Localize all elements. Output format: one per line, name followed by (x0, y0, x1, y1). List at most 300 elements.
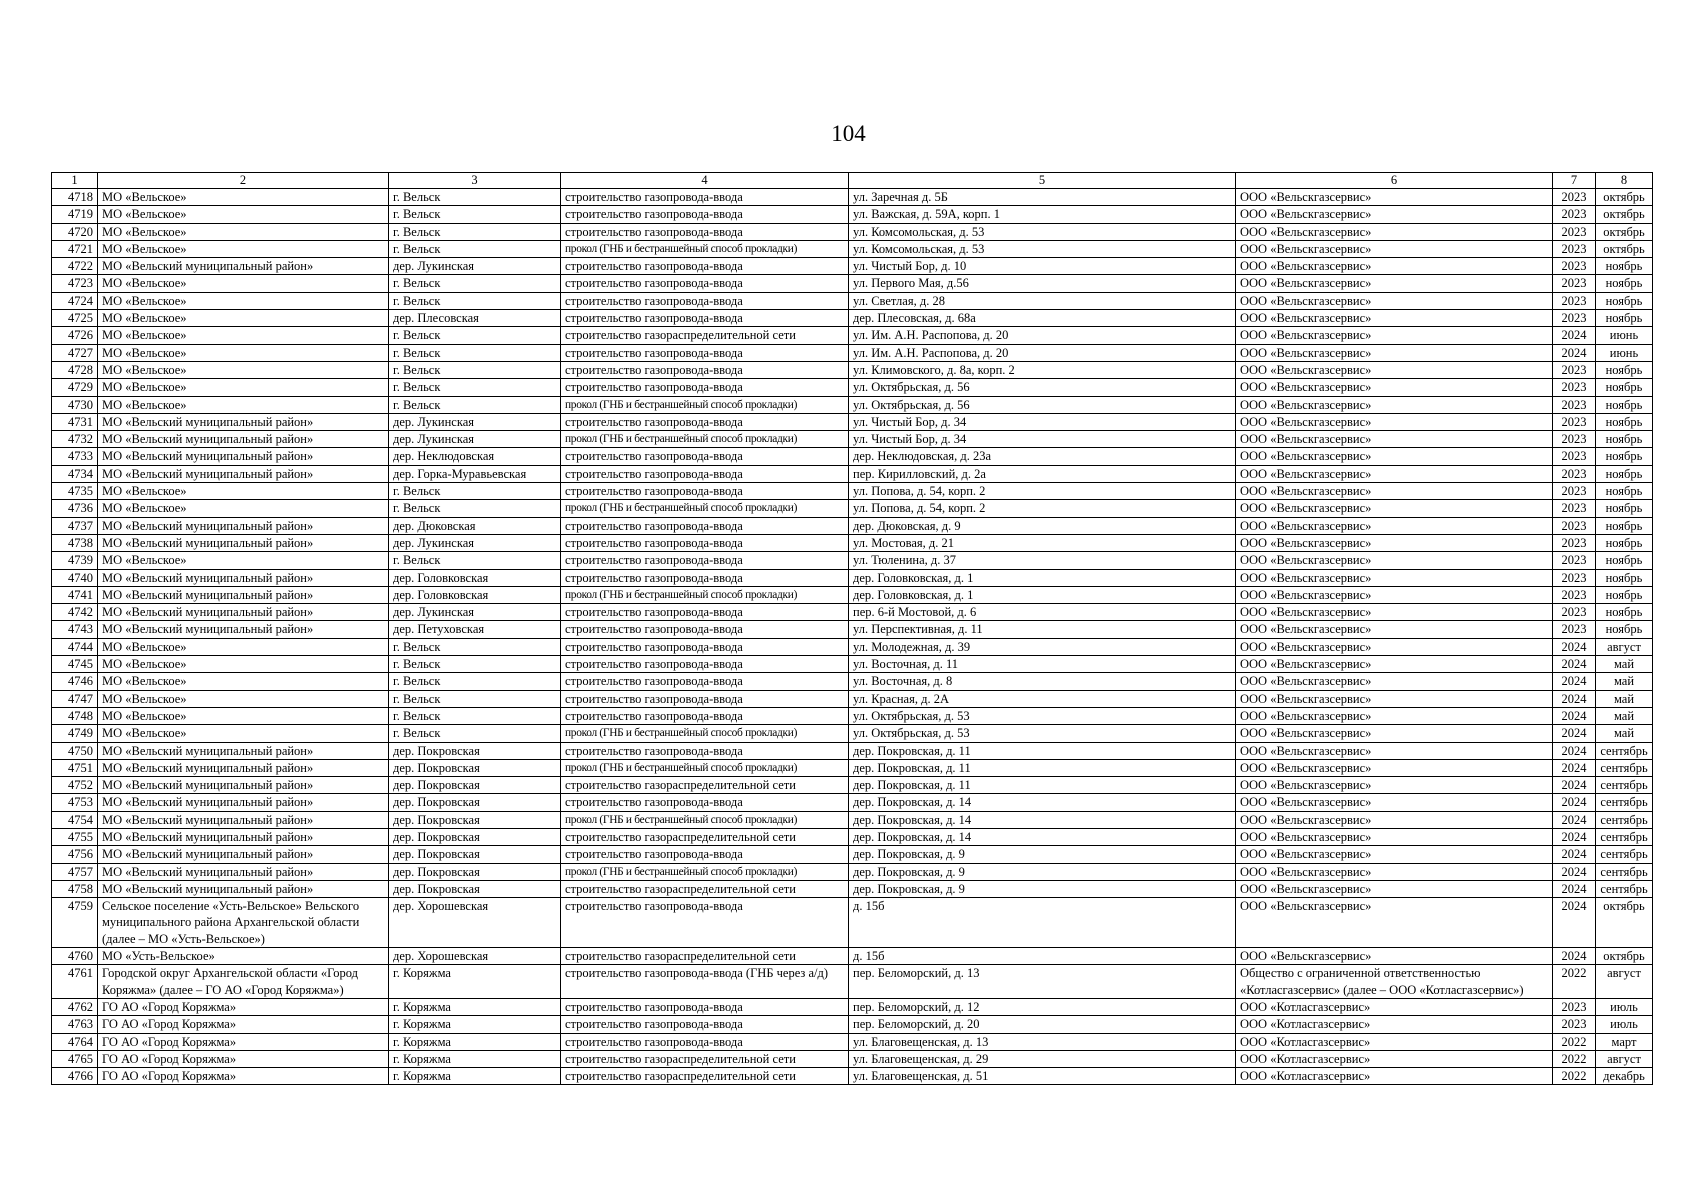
cell-address: дер. Покровская, д. 14 (849, 811, 1236, 828)
cell-year: 2024 (1553, 742, 1596, 759)
cell-row-number: 4760 (52, 948, 98, 965)
table-row (52, 998, 1653, 1015)
cell-year: 2024 (1553, 707, 1596, 724)
cell-row-number: 4732 (52, 431, 98, 448)
cell-row-number: 4729 (52, 379, 98, 396)
cell-settlement: дер. Лукинская (389, 431, 561, 448)
cell-settlement: дер. Головковская (389, 586, 561, 603)
cell-municipality: МО «Вельское» (98, 206, 389, 223)
cell-contractor: ООО «Вельскгазсервис» (1236, 206, 1553, 223)
cell-row-number: 4744 (52, 638, 98, 655)
cell-work-type: строительство газопровода-ввода (561, 621, 849, 638)
cell-month: сентябрь (1596, 828, 1653, 845)
cell-year: 2023 (1553, 483, 1596, 500)
cell-settlement: дер. Плесовская (389, 310, 561, 327)
cell-row-number: 4766 (52, 1068, 98, 1085)
cell-row-number: 4759 (52, 898, 98, 948)
cell-work-type: строительство газопровода-ввода (561, 998, 849, 1015)
cell-work-type: строительство газопровода-ввода (561, 223, 849, 240)
cell-month: июль (1596, 1016, 1653, 1033)
cell-work-type: строительство газопровода-ввода (561, 534, 849, 551)
cell-work-type: строительство газораспределительной сети (561, 828, 849, 845)
cell-municipality: МО «Вельское» (98, 379, 389, 396)
cell-year: 2023 (1553, 258, 1596, 275)
cell-year: 2024 (1553, 828, 1596, 845)
cell-municipality: МО «Вельское» (98, 275, 389, 292)
cell-address: ул. Красная, д. 2А (849, 690, 1236, 707)
cell-row-number: 4730 (52, 396, 98, 413)
table-row (52, 534, 1653, 551)
cell-work-type: прокол (ГНБ и бестраншейный способ прокладки) (561, 396, 849, 413)
table-row (52, 448, 1653, 465)
cell-work-type: строительство газопровода-ввода (561, 742, 849, 759)
cell-row-number: 4727 (52, 344, 98, 361)
cell-row-number: 4752 (52, 777, 98, 794)
cell-month: май (1596, 673, 1653, 690)
cell-municipality: МО «Вельский муниципальный район» (98, 465, 389, 482)
cell-month: ноябрь (1596, 517, 1653, 534)
cell-municipality: МО «Вельское» (98, 327, 389, 344)
cell-month: ноябрь (1596, 465, 1653, 482)
cell-municipality: МО «Вельский муниципальный район» (98, 742, 389, 759)
table-row (52, 1016, 1653, 1033)
cell-address: ул. Комсомольская, д. 53 (849, 240, 1236, 257)
header-cell: 5 (849, 173, 1236, 189)
cell-municipality: МО «Вельское» (98, 707, 389, 724)
cell-settlement: дер. Покровская (389, 777, 561, 794)
cell-address: ул. Октябрьская, д. 56 (849, 379, 1236, 396)
cell-contractor: ООО «Вельскгазсервис» (1236, 310, 1553, 327)
table-row (52, 948, 1653, 965)
cell-address: ул. Важская, д. 59А, корп. 1 (849, 206, 1236, 223)
cell-address: дер. Покровская, д. 11 (849, 759, 1236, 776)
cell-row-number: 4747 (52, 690, 98, 707)
cell-contractor: ООО «Вельскгазсервис» (1236, 621, 1553, 638)
cell-address: ул. Первого Мая, д.56 (849, 275, 1236, 292)
cell-row-number: 4734 (52, 465, 98, 482)
cell-settlement: г. Вельск (389, 552, 561, 569)
table-row (52, 240, 1653, 257)
table-row (52, 794, 1653, 811)
cell-year: 2023 (1553, 310, 1596, 327)
cell-month: декабрь (1596, 1068, 1653, 1085)
cell-row-number: 4761 (52, 965, 98, 999)
cell-settlement: г. Вельск (389, 189, 561, 206)
table-row (52, 517, 1653, 534)
cell-contractor: ООО «Вельскгазсервис» (1236, 465, 1553, 482)
cell-year: 2024 (1553, 794, 1596, 811)
table-row (52, 1068, 1653, 1085)
cell-address: ул. Чистый Бор, д. 10 (849, 258, 1236, 275)
cell-settlement: дер. Хорошевская (389, 898, 561, 948)
cell-address: пер. Беломорский, д. 13 (849, 965, 1236, 999)
cell-work-type: строительство газопровода-ввода (561, 310, 849, 327)
cell-month: ноябрь (1596, 431, 1653, 448)
cell-year: 2023 (1553, 223, 1596, 240)
cell-year: 2023 (1553, 604, 1596, 621)
cell-row-number: 4733 (52, 448, 98, 465)
cell-contractor: ООО «Котласгазсервис» (1236, 1068, 1553, 1085)
cell-municipality: МО «Вельский муниципальный район» (98, 431, 389, 448)
cell-month: ноябрь (1596, 275, 1653, 292)
cell-row-number: 4750 (52, 742, 98, 759)
cell-month: сентябрь (1596, 794, 1653, 811)
cell-municipality: МО «Вельское» (98, 638, 389, 655)
cell-work-type: строительство газопровода-ввода (561, 292, 849, 309)
cell-month: июнь (1596, 344, 1653, 361)
cell-month: ноябрь (1596, 396, 1653, 413)
cell-contractor: ООО «Вельскгазсервис» (1236, 673, 1553, 690)
cell-month: ноябрь (1596, 534, 1653, 551)
cell-municipality: МО «Вельский муниципальный район» (98, 448, 389, 465)
cell-month: ноябрь (1596, 258, 1653, 275)
cell-contractor: ООО «Вельскгазсервис» (1236, 898, 1553, 948)
cell-settlement: дер. Покровская (389, 880, 561, 897)
cell-year: 2023 (1553, 500, 1596, 517)
table-row (52, 828, 1653, 845)
cell-address: дер. Покровская, д. 11 (849, 777, 1236, 794)
cell-settlement: г. Вельск (389, 379, 561, 396)
header-cell: 1 (52, 173, 98, 189)
table-row (52, 258, 1653, 275)
cell-month: ноябрь (1596, 361, 1653, 378)
cell-address: дер. Покровская, д. 9 (849, 863, 1236, 880)
cell-row-number: 4753 (52, 794, 98, 811)
cell-municipality: МО «Вельское» (98, 189, 389, 206)
cell-settlement: г. Вельск (389, 500, 561, 517)
cell-address: дер. Головковская, д. 1 (849, 569, 1236, 586)
cell-month: сентябрь (1596, 811, 1653, 828)
cell-work-type: строительство газопровода-ввода (561, 206, 849, 223)
cell-address: ул. Климовского, д. 8а, корп. 2 (849, 361, 1236, 378)
cell-contractor: Общество с ограниченной ответственностью «Котласгазсервис» (далее – ООО «Котласгазсервис») (1236, 965, 1553, 999)
cell-municipality: МО «Вельский муниципальный район» (98, 604, 389, 621)
cell-year: 2023 (1553, 240, 1596, 257)
table-row (52, 742, 1653, 759)
table-row (52, 310, 1653, 327)
cell-address: ул. Чистый Бор, д. 34 (849, 413, 1236, 430)
cell-year: 2023 (1553, 396, 1596, 413)
cell-work-type: строительство газопровода-ввода (561, 189, 849, 206)
cell-month: октябрь (1596, 898, 1653, 948)
cell-row-number: 4722 (52, 258, 98, 275)
cell-address: пер. Беломорский, д. 20 (849, 1016, 1236, 1033)
table-row (52, 863, 1653, 880)
cell-settlement: дер. Лукинская (389, 534, 561, 551)
table-row (52, 275, 1653, 292)
cell-address: ул. Молодежная, д. 39 (849, 638, 1236, 655)
cell-contractor: ООО «Вельскгазсервис» (1236, 707, 1553, 724)
cell-municipality: МО «Вельское» (98, 690, 389, 707)
cell-work-type: строительство газопровода-ввода (561, 483, 849, 500)
cell-contractor: ООО «Вельскгазсервис» (1236, 656, 1553, 673)
cell-year: 2022 (1553, 1068, 1596, 1085)
cell-work-type: строительство газопровода-ввода (561, 1033, 849, 1050)
cell-row-number: 4723 (52, 275, 98, 292)
cell-row-number: 4751 (52, 759, 98, 776)
cell-row-number: 4748 (52, 707, 98, 724)
cell-work-type: строительство газопровода-ввода (561, 604, 849, 621)
cell-settlement: дер. Покровская (389, 863, 561, 880)
cell-address: дер. Покровская, д. 11 (849, 742, 1236, 759)
cell-month: сентябрь (1596, 759, 1653, 776)
cell-year: 2023 (1553, 517, 1596, 534)
cell-work-type: строительство газопровода-ввода (561, 275, 849, 292)
cell-month: август (1596, 965, 1653, 999)
cell-month: октябрь (1596, 948, 1653, 965)
cell-row-number: 4728 (52, 361, 98, 378)
cell-settlement: г. Коряжма (389, 1016, 561, 1033)
cell-row-number: 4743 (52, 621, 98, 638)
cell-month: ноябрь (1596, 413, 1653, 430)
cell-settlement: г. Коряжма (389, 998, 561, 1015)
cell-contractor: ООО «Котласгазсервис» (1236, 1050, 1553, 1067)
cell-row-number: 4738 (52, 534, 98, 551)
cell-contractor: ООО «Вельскгазсервис» (1236, 275, 1553, 292)
cell-work-type: строительство газопровода-ввода (561, 361, 849, 378)
cell-month: август (1596, 638, 1653, 655)
table-row (52, 811, 1653, 828)
cell-year: 2022 (1553, 1033, 1596, 1050)
cell-contractor: ООО «Вельскгазсервис» (1236, 552, 1553, 569)
cell-work-type: строительство газораспределительной сети (561, 1068, 849, 1085)
cell-contractor: ООО «Вельскгазсервис» (1236, 948, 1553, 965)
cell-month: октябрь (1596, 240, 1653, 257)
table-row (52, 431, 1653, 448)
cell-settlement: г. Вельск (389, 483, 561, 500)
cell-contractor: ООО «Котласгазсервис» (1236, 998, 1553, 1015)
cell-month: сентябрь (1596, 880, 1653, 897)
cell-address: дер. Дюковская, д. 9 (849, 517, 1236, 534)
cell-year: 2023 (1553, 448, 1596, 465)
table-row (52, 604, 1653, 621)
cell-row-number: 4756 (52, 846, 98, 863)
cell-address: пер. Беломорский, д. 12 (849, 998, 1236, 1015)
cell-contractor: ООО «Вельскгазсервис» (1236, 638, 1553, 655)
table-row (52, 777, 1653, 794)
cell-month: октябрь (1596, 223, 1653, 240)
cell-settlement: г. Коряжма (389, 1068, 561, 1085)
cell-contractor: ООО «Вельскгазсервис» (1236, 448, 1553, 465)
cell-settlement: г. Вельск (389, 638, 561, 655)
cell-municipality: МО «Вельский муниципальный район» (98, 258, 389, 275)
cell-settlement: дер. Головковская (389, 569, 561, 586)
cell-settlement: г. Вельск (389, 690, 561, 707)
cell-municipality: МО «Вельский муниципальный район» (98, 846, 389, 863)
cell-contractor: ООО «Вельскгазсервис» (1236, 413, 1553, 430)
cell-year: 2023 (1553, 361, 1596, 378)
cell-contractor: ООО «Вельскгазсервис» (1236, 569, 1553, 586)
header-cell: 3 (389, 173, 561, 189)
table-row (52, 707, 1653, 724)
cell-row-number: 4718 (52, 189, 98, 206)
cell-year: 2024 (1553, 846, 1596, 863)
cell-year: 2024 (1553, 811, 1596, 828)
cell-address: дер. Покровская, д. 14 (849, 828, 1236, 845)
cell-settlement: дер. Дюковская (389, 517, 561, 534)
cell-work-type: строительство газопровода-ввода (561, 846, 849, 863)
cell-row-number: 4758 (52, 880, 98, 897)
cell-settlement: дер. Покровская (389, 828, 561, 845)
cell-month: июнь (1596, 327, 1653, 344)
cell-address: ул. Мостовая, д. 21 (849, 534, 1236, 551)
table-row (52, 413, 1653, 430)
cell-contractor: ООО «Вельскгазсервис» (1236, 811, 1553, 828)
cell-year: 2023 (1553, 552, 1596, 569)
cell-year: 2023 (1553, 206, 1596, 223)
cell-row-number: 4737 (52, 517, 98, 534)
cell-settlement: дер. Покровская (389, 742, 561, 759)
cell-year: 2023 (1553, 1016, 1596, 1033)
cell-row-number: 4754 (52, 811, 98, 828)
cell-address: дер. Покровская, д. 14 (849, 794, 1236, 811)
cell-contractor: ООО «Вельскгазсервис» (1236, 379, 1553, 396)
cell-work-type: прокол (ГНБ и бестраншейный способ прокладки) (561, 863, 849, 880)
cell-municipality: МО «Вельское» (98, 673, 389, 690)
cell-settlement: дер. Лукинская (389, 413, 561, 430)
cell-municipality: МО «Вельский муниципальный район» (98, 621, 389, 638)
cell-settlement: г. Вельск (389, 707, 561, 724)
cell-row-number: 4763 (52, 1016, 98, 1033)
cell-year: 2024 (1553, 656, 1596, 673)
cell-month: ноябрь (1596, 604, 1653, 621)
cell-month: ноябрь (1596, 552, 1653, 569)
cell-municipality: МО «Вельское» (98, 500, 389, 517)
cell-year: 2022 (1553, 1050, 1596, 1067)
header-cell: 7 (1553, 173, 1596, 189)
cell-work-type: строительство газопровода-ввода (561, 794, 849, 811)
cell-address: ул. Восточная, д. 8 (849, 673, 1236, 690)
cell-year: 2024 (1553, 880, 1596, 897)
cell-address: д. 15б (849, 948, 1236, 965)
table-row (52, 965, 1653, 999)
cell-settlement: г. Вельск (389, 292, 561, 309)
cell-year: 2023 (1553, 189, 1596, 206)
cell-settlement: г. Вельск (389, 206, 561, 223)
cell-municipality: МО «Вельское» (98, 725, 389, 742)
cell-address: пер. Кирилловский, д. 2а (849, 465, 1236, 482)
cell-year: 2023 (1553, 998, 1596, 1015)
table-row (52, 690, 1653, 707)
header-row (52, 173, 1653, 189)
cell-work-type: строительство газопровода-ввода (561, 552, 849, 569)
cell-work-type: строительство газопровода-ввода (561, 448, 849, 465)
cell-address: ул. Восточная, д. 11 (849, 656, 1236, 673)
cell-contractor: ООО «Вельскгазсервис» (1236, 759, 1553, 776)
cell-municipality: МО «Вельский муниципальный район» (98, 534, 389, 551)
table-row (52, 673, 1653, 690)
cell-contractor: ООО «Вельскгазсервис» (1236, 431, 1553, 448)
cell-month: сентябрь (1596, 777, 1653, 794)
cell-work-type: прокол (ГНБ и бестраншейный способ прокладки) (561, 240, 849, 257)
cell-month: ноябрь (1596, 483, 1653, 500)
cell-settlement: г. Вельск (389, 223, 561, 240)
cell-month: ноябрь (1596, 310, 1653, 327)
cell-contractor: ООО «Вельскгазсервис» (1236, 361, 1553, 378)
cell-municipality: МО «Вельский муниципальный район» (98, 880, 389, 897)
cell-contractor: ООО «Вельскгазсервис» (1236, 794, 1553, 811)
cell-settlement: г. Вельск (389, 396, 561, 413)
cell-municipality: ГО АО «Город Коряжма» (98, 1068, 389, 1085)
cell-work-type: строительство газопровода-ввода (561, 569, 849, 586)
table-row (52, 586, 1653, 603)
cell-settlement: г. Вельск (389, 656, 561, 673)
table-row (52, 656, 1653, 673)
cell-work-type: строительство газопровода-ввода (ГНБ через а/д) (561, 965, 849, 999)
cell-address: дер. Плесовская, д. 68а (849, 310, 1236, 327)
cell-row-number: 4762 (52, 998, 98, 1015)
cell-contractor: ООО «Вельскгазсервис» (1236, 483, 1553, 500)
header-cell: 4 (561, 173, 849, 189)
cell-month: ноябрь (1596, 292, 1653, 309)
table-row (52, 638, 1653, 655)
cell-work-type: строительство газопровода-ввода (561, 517, 849, 534)
cell-municipality: МО «Вельский муниципальный район» (98, 517, 389, 534)
cell-month: сентябрь (1596, 863, 1653, 880)
cell-municipality: ГО АО «Город Коряжма» (98, 1050, 389, 1067)
cell-work-type: прокол (ГНБ и бестраншейный способ прокладки) (561, 431, 849, 448)
cell-row-number: 4725 (52, 310, 98, 327)
cell-contractor: ООО «Вельскгазсервис» (1236, 725, 1553, 742)
cell-month: ноябрь (1596, 379, 1653, 396)
cell-year: 2023 (1553, 431, 1596, 448)
cell-work-type: прокол (ГНБ и бестраншейный способ прокладки) (561, 586, 849, 603)
cell-contractor: ООО «Вельскгазсервис» (1236, 344, 1553, 361)
cell-address: дер. Покровская, д. 9 (849, 880, 1236, 897)
cell-settlement: дер. Хорошевская (389, 948, 561, 965)
cell-month: март (1596, 1033, 1653, 1050)
cell-settlement: г. Вельск (389, 327, 561, 344)
cell-work-type: строительство газопровода-ввода (561, 707, 849, 724)
cell-month: май (1596, 690, 1653, 707)
cell-contractor: ООО «Вельскгазсервис» (1236, 604, 1553, 621)
cell-work-type: строительство газопровода-ввода (561, 258, 849, 275)
cell-settlement: дер. Покровская (389, 759, 561, 776)
cell-year: 2023 (1553, 534, 1596, 551)
cell-contractor: ООО «Котласгазсервис» (1236, 1033, 1553, 1050)
table-row (52, 396, 1653, 413)
table-row (52, 552, 1653, 569)
cell-settlement: г. Коряжма (389, 1050, 561, 1067)
cell-month: ноябрь (1596, 448, 1653, 465)
cell-month: ноябрь (1596, 500, 1653, 517)
table-row (52, 189, 1653, 206)
cell-municipality: МО «Вельское» (98, 483, 389, 500)
cell-municipality: МО «Вельское» (98, 396, 389, 413)
cell-row-number: 4736 (52, 500, 98, 517)
cell-settlement: дер. Лукинская (389, 258, 561, 275)
cell-address: ул. Комсомольская, д. 53 (849, 223, 1236, 240)
cell-work-type: строительство газопровода-ввода (561, 690, 849, 707)
cell-year: 2024 (1553, 638, 1596, 655)
cell-contractor: ООО «Вельскгазсервис» (1236, 189, 1553, 206)
cell-municipality: МО «Вельское» (98, 292, 389, 309)
cell-settlement: г. Вельск (389, 725, 561, 742)
cell-work-type: прокол (ГНБ и бестраншейный способ прокладки) (561, 759, 849, 776)
cell-contractor: ООО «Вельскгазсервис» (1236, 777, 1553, 794)
cell-work-type: прокол (ГНБ и бестраншейный способ прокладки) (561, 725, 849, 742)
cell-contractor: ООО «Вельскгазсервис» (1236, 500, 1553, 517)
table-row (52, 361, 1653, 378)
cell-work-type: строительство газопровода-ввода (561, 379, 849, 396)
cell-work-type: строительство газораспределительной сети (561, 948, 849, 965)
cell-address: ул. Октябрьская, д. 56 (849, 396, 1236, 413)
table-row (52, 327, 1653, 344)
cell-municipality: Городской округ Архангельской области «Город Коряжма» (далее – ГО АО «Город Коряжма») (98, 965, 389, 999)
cell-work-type: строительство газопровода-ввода (561, 344, 849, 361)
cell-row-number: 4724 (52, 292, 98, 309)
cell-address: ул. Перспективная, д. 11 (849, 621, 1236, 638)
